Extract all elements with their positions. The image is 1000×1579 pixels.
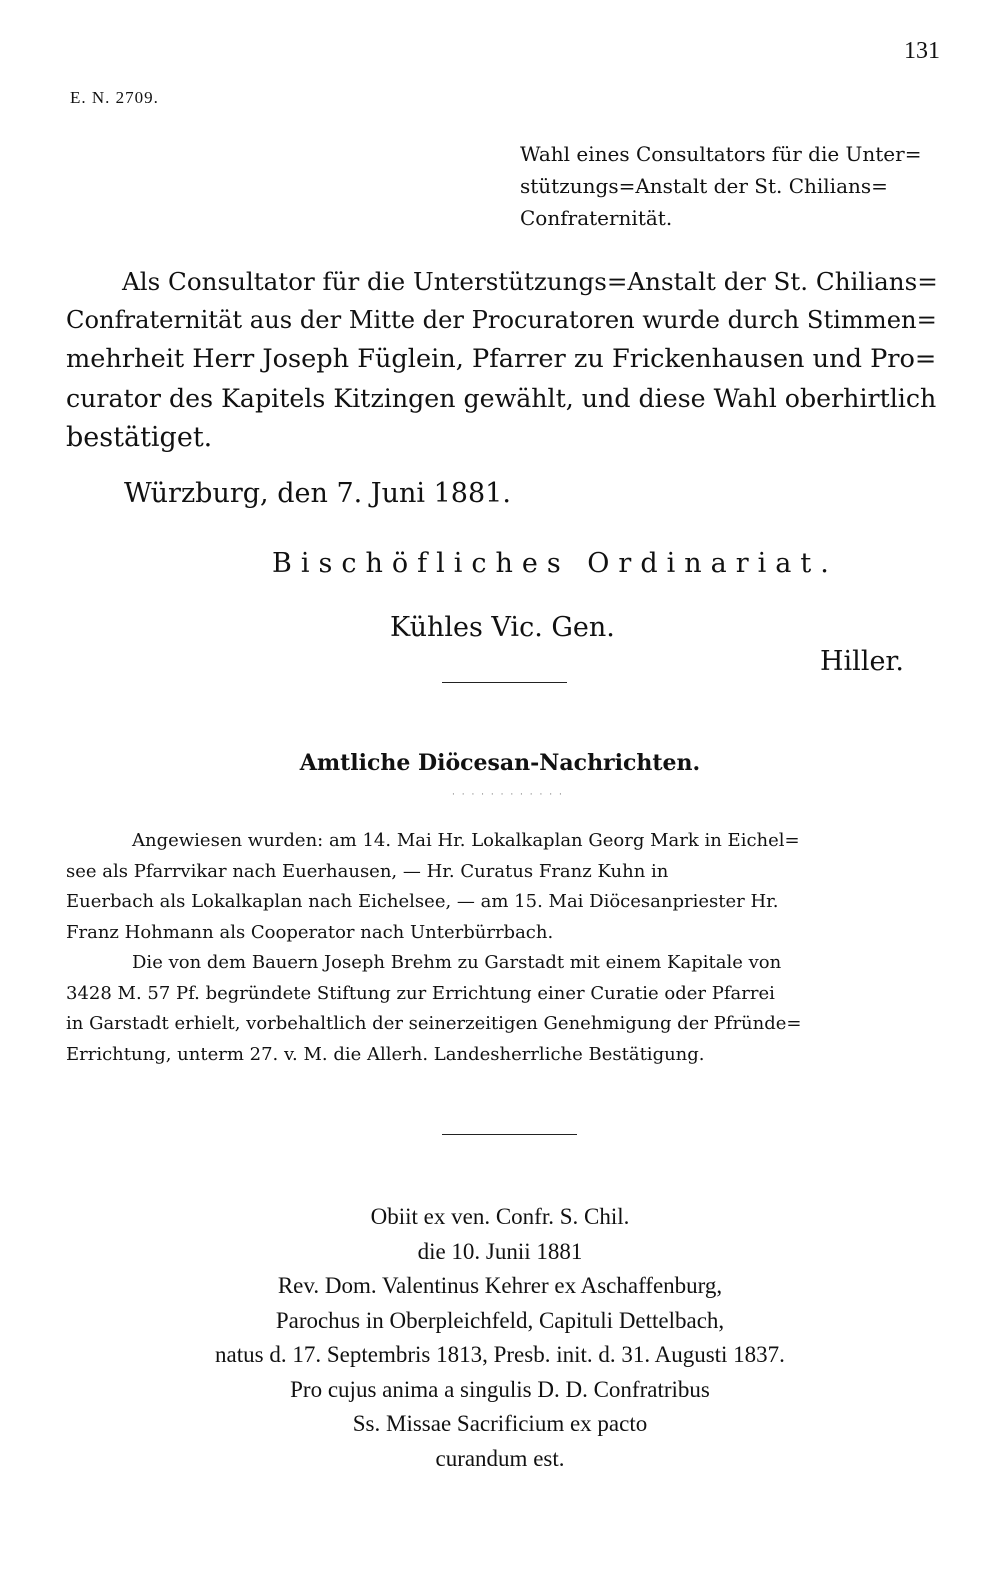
obituary-line: Ss. Missae Sacrificium ex pacto <box>352 1411 648 1436</box>
subject-line: Wahl eines Consultators für die Unter= <box>520 142 922 166</box>
news-line: 3428 M. 57 Pf. begründete Stiftung zur Errichtung einer Curatie oder Pfarrei <box>66 982 775 1004</box>
announcement-line: Confraternität aus der Mitte der Procuratoren wurde durch Stimmen= <box>66 306 937 334</box>
obituary-line: Obiit ex ven. Confr. S. Chil. <box>370 1204 630 1229</box>
news-line: in Garstadt erhielt, vorbehaltlich der seinerzeitigen Genehmigung der Pfründe= <box>66 1013 802 1034</box>
section-divider <box>442 682 567 683</box>
reference-number: E. N. 2709. <box>70 88 159 107</box>
news-section-heading: Amtliche Diöcesan-Nachrichten. <box>299 750 701 776</box>
news-line: Euerbach als Lokalkaplan nach Eichelsee, — am 15. Mai Diöcesanpriester Hr. <box>66 891 779 912</box>
page-number: 131 <box>904 38 940 64</box>
obituary-line: Rev. Dom. Valentinus Kehrer ex Aschaffenburg, <box>277 1273 723 1298</box>
subject-line: stützungs=Anstalt der St. Chilians= <box>520 174 888 198</box>
news-line: Franz Hohmann als Cooperator nach Unterbürrbach. <box>66 921 554 943</box>
subject-heading <box>520 138 950 234</box>
secretary-signature: Hiller. <box>820 646 904 677</box>
news-line: Errichtung, unterm 27. v. M. die Allerh. Landesherrliche Bestätigung. <box>66 1043 705 1065</box>
announcement-line: Als Consultator für die Unterstützungs=Anstalt der St. Chilians= <box>122 267 938 296</box>
announcement-line: mehrheit Herr Joseph Füglein, Pfarrer zu Frickenhausen und Pro= <box>66 344 937 374</box>
section-divider <box>442 1134 577 1135</box>
ornament-dots: · · · · · · · · · · · · <box>452 790 564 800</box>
place-date: Würzburg, den 7. Juni 1881. <box>124 478 511 509</box>
announcement-line: curator des Kapitels Kitzingen gewählt, und diese Wahl oberhirtlich <box>66 384 937 413</box>
announcement-paragraph <box>66 262 946 457</box>
obituary-notice <box>0 1200 1000 1476</box>
obituary-line: Parochus in Oberpleichfeld, Capituli Dettelbach, <box>275 1307 725 1333</box>
news-line: Angewiesen wurden: am 14. Mai Hr. Lokalkaplan Georg Mark in Eichel= <box>132 830 800 851</box>
obituary-line: natus d. 17. Septembris 1813, Presb. init. d. 31. Augusti 1837. <box>215 1342 785 1367</box>
diocesan-news-text <box>66 826 946 1070</box>
news-line: Die von dem Bauern Joseph Brehm zu Garstadt mit einem Kapitale von <box>132 952 782 973</box>
obituary-line: curandum est. <box>435 1445 565 1471</box>
subject-line: Confraternität. <box>520 206 673 230</box>
obituary-line: die 10. Junii 1881 <box>417 1238 583 1264</box>
news-line: see als Pfarrvikar nach Euerhausen, — Hr. Curatus Franz Kuhn in <box>66 860 669 882</box>
vicar-general-signature: Kühles Vic. Gen. <box>390 612 615 643</box>
obituary-line: Pro cujus anima a singulis D. D. Confratribus <box>290 1376 710 1402</box>
announcement-line: bestätiget. <box>66 422 213 453</box>
issuing-authority: Bischöfliches Ordinariat. <box>272 548 838 579</box>
